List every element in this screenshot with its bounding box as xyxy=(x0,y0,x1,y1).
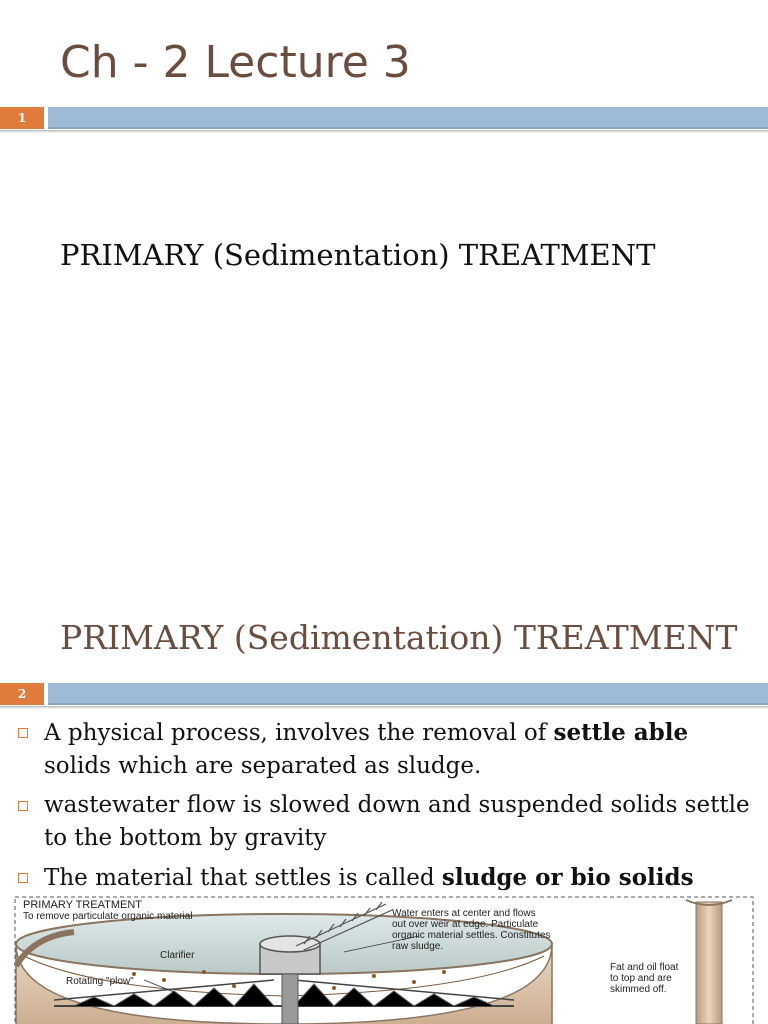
diagram-heading: PRIMARY TREATMENT xyxy=(23,899,142,911)
bullet-item: wastewater flow is slowed down and suspended solids settle to the bottom by gravity xyxy=(16,789,756,855)
slide-1-bar-strip xyxy=(48,107,768,129)
inflow-label: Water enters at center and flows out over weir at edge. Particulate organic material settles. Constitutes raw sludge. xyxy=(392,908,551,952)
slide-2-header-bar xyxy=(0,683,768,705)
plow-label: Rotating "plow" xyxy=(66,976,134,987)
bullet-item: A physical process, involves the removal of settle able solids which are separated as sludge. xyxy=(16,716,756,783)
center-shaft xyxy=(282,974,298,1024)
outlet-pipe xyxy=(696,902,722,1024)
bullet-item: The material that settles is called sludge or bio solids xyxy=(16,861,756,895)
primary-treatment-diagram xyxy=(14,896,754,1024)
slide-1-title: Ch - 2 Lecture 3 xyxy=(60,37,411,88)
clarifier-label: Clarifier xyxy=(160,950,195,961)
slide-2-title: PRIMARY (Sedimentation) TREATMENT xyxy=(60,618,738,657)
bullet-square-icon xyxy=(18,728,28,738)
slide-2-bullet-list xyxy=(16,716,756,901)
bullet-square-icon xyxy=(18,801,28,811)
slide-1-number: 1 xyxy=(0,107,44,129)
slide-2-bar-strip xyxy=(48,683,768,705)
slide-1-header-bar xyxy=(0,107,768,129)
slide-1-subtitle: PRIMARY (Sedimentation) TREATMENT xyxy=(60,238,656,272)
bullet-square-icon xyxy=(18,873,28,883)
diagram-subheading: To remove particulate organic material xyxy=(23,911,193,922)
fat-oil-label: Fat and oil float to top and are skimmed off. xyxy=(610,962,679,995)
slide-2-number: 2 xyxy=(0,683,44,705)
